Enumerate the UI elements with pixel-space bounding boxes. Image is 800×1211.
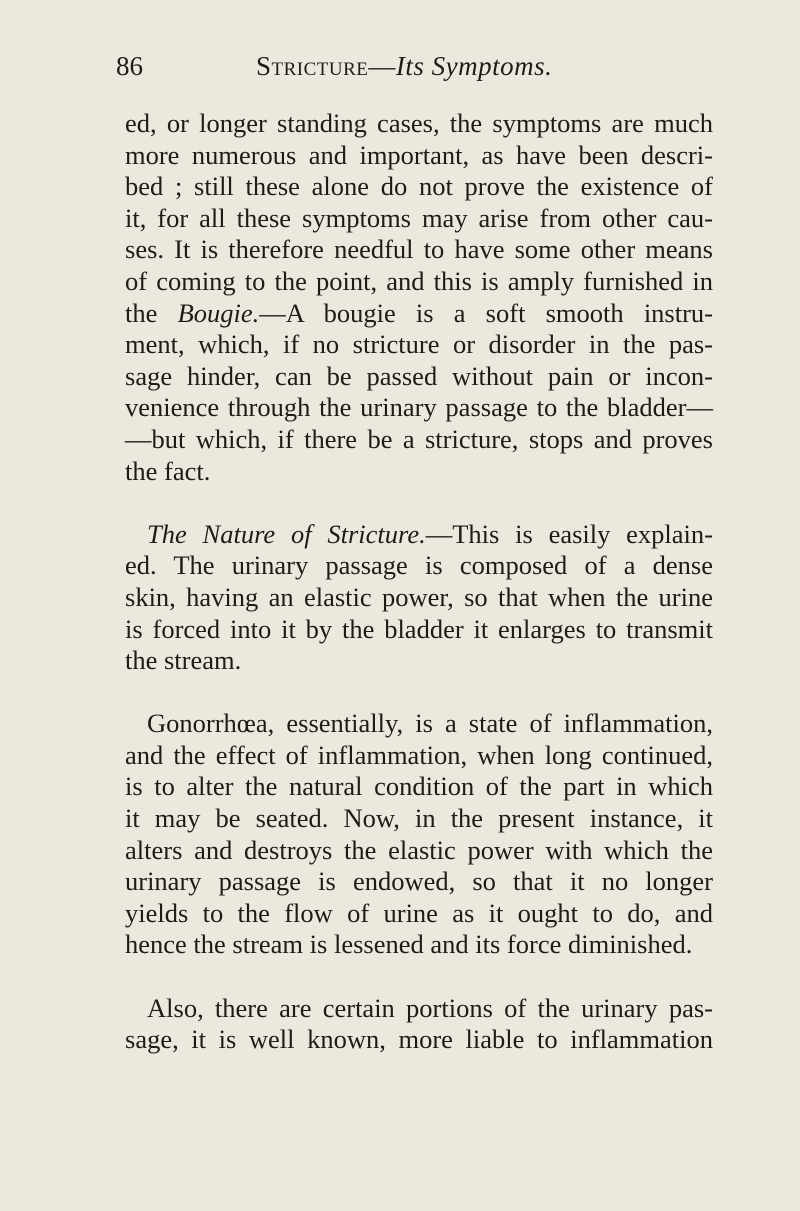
text-line: it, for all these symptoms may arise from other cau- [125,202,713,233]
body-text [125,108,713,1056]
text-line: The Nature of Stricture.—This is easily explain- [147,518,713,549]
text-line: skin, having an elastic power, so that when the urine [125,581,713,612]
text-line: sage hinder, can be passed without pain or incon- [125,360,713,391]
paragraph [125,993,713,1056]
text-line: ed, or longer standing cases, the symptoms are much [125,108,713,138]
running-header [96,48,720,84]
paragraph-gap [125,961,713,993]
text-line: alters and destroys the elastic power with which the [125,834,713,865]
text-line: of coming to the point, and this is amply furnished in [125,265,713,296]
text-line: more numerous and important, as have been descri- [125,139,713,170]
paragraph-gap [125,677,713,709]
paragraph-gap [125,487,713,519]
text-line: venience through the urinary passage to the bladder— [125,392,713,423]
text-line: Also, there are certain portions of the urinary pas- [147,992,713,1023]
text-line: it may be seated. Now, in the present instance, it [125,803,713,834]
paragraph [125,519,713,677]
running-title-initial: S [256,51,272,81]
text-line: the Bougie.—A bougie is a soft smooth instru- [125,297,714,328]
paragraph [125,708,713,961]
text-line: and the effect of inflammation, when long continued, [125,739,713,770]
text-line: yields to the flow of urine as it ought to do, and [125,897,713,928]
text-line: bed ; still these alone do not prove the existence of [125,171,713,202]
page-number: 86 [116,51,143,81]
text-line: Gonorrhœa, essentially, is a state of inflammation, [147,708,713,739]
paragraph [125,108,713,487]
text-line: ed. The urinary passage is composed of a dense [125,550,713,581]
text-line: sage, it is well known, more liable to inflammation [125,1024,713,1055]
text-line: the fact. [125,455,211,486]
text-line: —but which, if there be a stricture, stops and proves [125,423,713,454]
running-title-dash: — [368,51,396,81]
text-line: ment, which, if no stricture or disorder in the pas- [125,329,713,360]
text-line: urinary passage is endowed, so that it no longer [125,866,713,897]
text-line: is to alter the natural condition of the part in which [125,771,713,802]
running-title-word: tricture [271,51,369,81]
text-line: ses. It is therefore needful to have some other means [125,234,713,265]
running-title [256,48,552,84]
text-line: the stream. [125,645,242,676]
text-line: is forced into it by the bladder it enlarges to transmit [125,613,713,644]
text-line: hence the stream is lessened and its force diminished. [125,929,693,960]
running-title-italic: Its Symptoms. [395,51,553,81]
